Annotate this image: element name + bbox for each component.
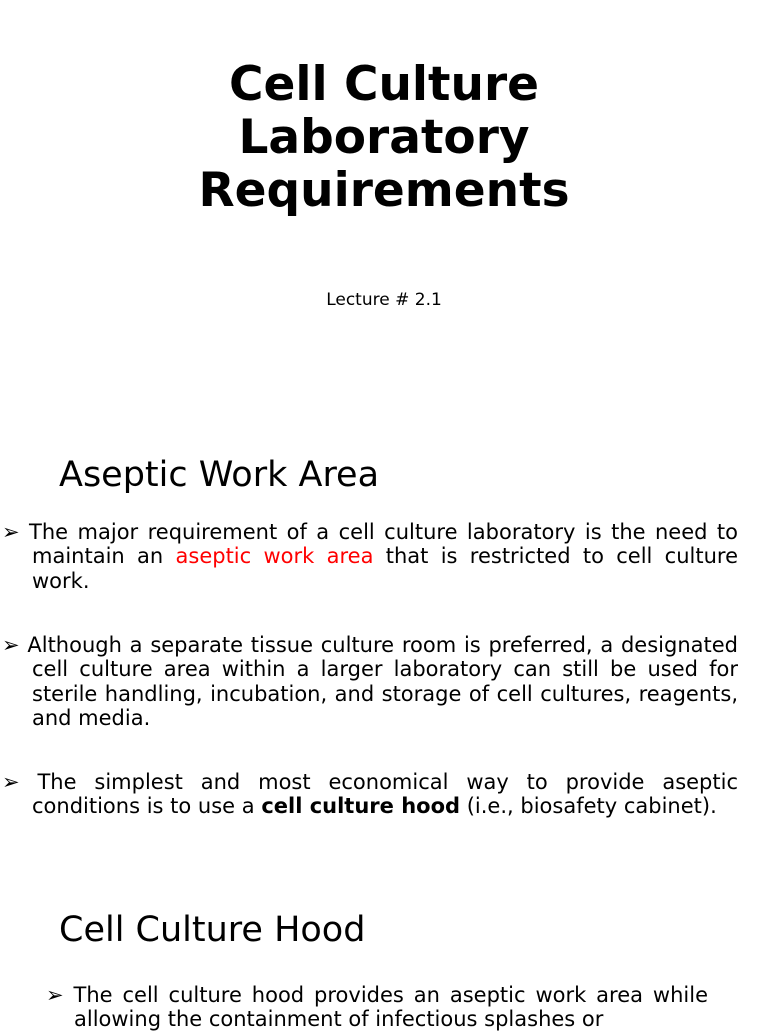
slide-title [0,58,768,217]
section-heading-aseptic: Aseptic Work Area [59,455,380,495]
slide-title-line-2: Laboratory [238,110,530,165]
bullet-text: (i.e., biosafety cabinet). [460,794,717,819]
arrow-bullet-icon: ➢ [2,520,20,544]
bullet-item-3 [2,770,738,819]
bullet-item-1 [2,520,739,593]
bullet-text: The cell culture hood provides an aseptic work area while allowing the containment of infectious splashes or [63,983,708,1032]
slide-title-line-1: Cell Culture [229,57,539,112]
bullet-item-2 [2,633,738,730]
section-heading-hood: Cell Culture Hood [59,910,366,950]
arrow-bullet-icon: ➢ [2,770,20,794]
bullet-text: The simplest and most economical way to provide aseptic conditions is to use a [19,770,738,819]
slide-subtitle: Lecture # 2.1 [326,290,442,310]
bullet-text: The major requirement of a cell culture laboratory is the need to maintain an [19,520,738,569]
slide-title-line-3: Requirements [198,163,570,218]
bullet-item-hood-1 [46,983,708,1032]
bullet-text: that is restricted to cell culture work. [32,544,739,593]
arrow-bullet-icon: ➢ [2,633,20,657]
arrow-bullet-icon: ➢ [46,983,64,1007]
highlight-text: aseptic work area [175,544,374,569]
bold-text: cell culture hood [261,794,461,819]
bullet-text: Although a separate tissue culture room is preferred, a designated cell culture area within a larger laboratory can still be used for sterile handling, incubation, and storage of cell cultures, reagents, and media. [19,633,738,730]
